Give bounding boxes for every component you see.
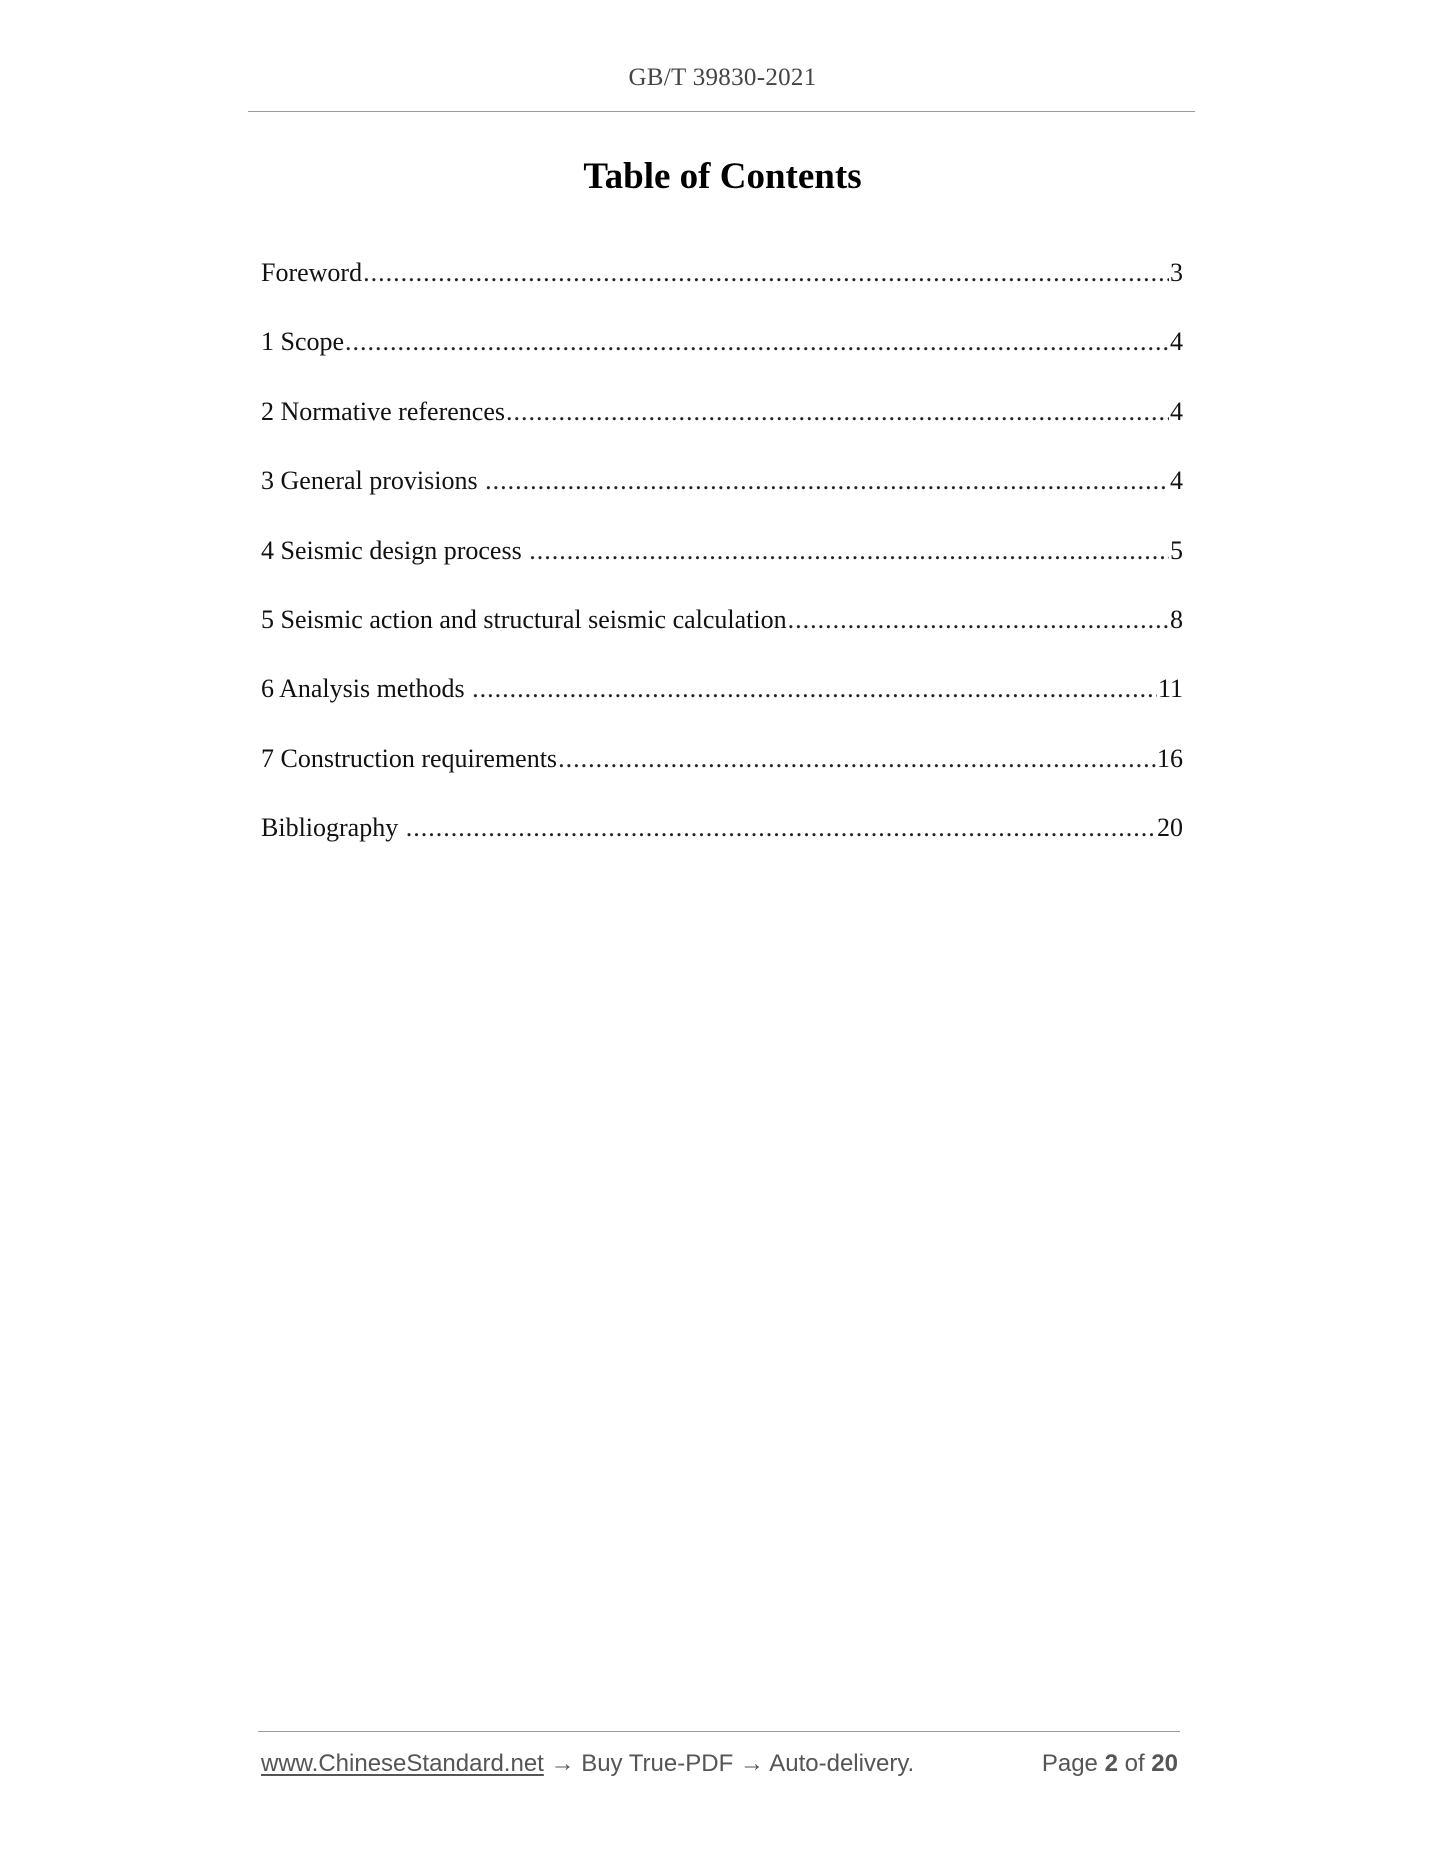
toc-dot-leader [345, 327, 1169, 357]
toc-entry-page: 20 [1157, 813, 1183, 843]
of-word: of [1124, 1750, 1145, 1777]
page-footer [261, 1750, 1178, 1778]
toc-entry-page: 3 [1170, 258, 1183, 287]
toc-entry-page: 11 [1157, 674, 1183, 704]
buy-true-pdf-text: Buy True-PDF [581, 1750, 734, 1777]
website-link[interactable]: www.ChineseStandard.net [261, 1750, 544, 1777]
toc-entry-label: 6 Analysis methods [261, 674, 472, 704]
current-page-number: 2 [1104, 1750, 1118, 1777]
toc-dot-leader [363, 258, 1169, 288]
toc-entry-page: 4 [1170, 396, 1183, 426]
toc-title: Table of Contents [583, 156, 862, 197]
toc-dot-leader [406, 813, 1156, 843]
toc-entry-normative-references[interactable] [261, 397, 1183, 466]
toc-dot-leader [472, 674, 1157, 704]
toc-entry-page: 4 [1170, 466, 1183, 496]
arrow-right-icon: → [543, 1750, 582, 1777]
standard-code-header: GB/T 39830-2021 [628, 64, 817, 91]
header-divider [248, 111, 1195, 112]
toc-entry-label: 5 Seismic action and structural seismic calculation [261, 604, 787, 634]
toc-entry-label: 2 Normative references [261, 396, 505, 426]
arrow-right-icon: → [733, 1750, 770, 1777]
toc-entry-label: Foreword [261, 258, 363, 287]
footer-promo [261, 1750, 914, 1778]
toc-entry-foreword[interactable] [261, 258, 1183, 327]
toc-dot-leader [485, 466, 1169, 496]
toc-dot-leader [558, 744, 1156, 774]
toc-dot-leader [506, 397, 1169, 427]
toc-entry-page: 4 [1170, 327, 1183, 357]
toc-entry-page: 8 [1170, 604, 1183, 634]
toc-entry-seismic-action[interactable] [261, 605, 1183, 674]
toc-entry-construction-requirements[interactable] [261, 744, 1183, 813]
toc-entry-page: 16 [1157, 743, 1183, 773]
total-pages-number: 20 [1151, 1750, 1178, 1777]
toc-entry-label: Bibliography [261, 813, 405, 843]
toc-entry-page: 5 [1170, 535, 1183, 565]
page-word: Page [1041, 1750, 1098, 1777]
toc-entry-label: 3 General provisions [261, 466, 485, 496]
toc-entry-analysis-methods[interactable] [261, 674, 1183, 743]
auto-delivery-text: Auto-delivery. [769, 1750, 915, 1777]
toc-entry-bibliography[interactable] [261, 813, 1183, 882]
toc-entry-label: 1 Scope [261, 327, 345, 357]
toc-entry-label: 4 Seismic design process [261, 535, 529, 565]
toc-dot-leader [788, 605, 1169, 635]
toc-dot-leader [529, 536, 1169, 566]
toc-entry-label: 7 Construction requirements [261, 743, 558, 773]
toc-entry-general-provisions[interactable] [261, 466, 1183, 535]
page-number [1042, 1750, 1178, 1778]
toc-entry-scope[interactable] [261, 327, 1183, 396]
toc-entry-seismic-design-process[interactable] [261, 536, 1183, 605]
toc-list [261, 258, 1183, 883]
footer-divider [258, 1731, 1180, 1732]
